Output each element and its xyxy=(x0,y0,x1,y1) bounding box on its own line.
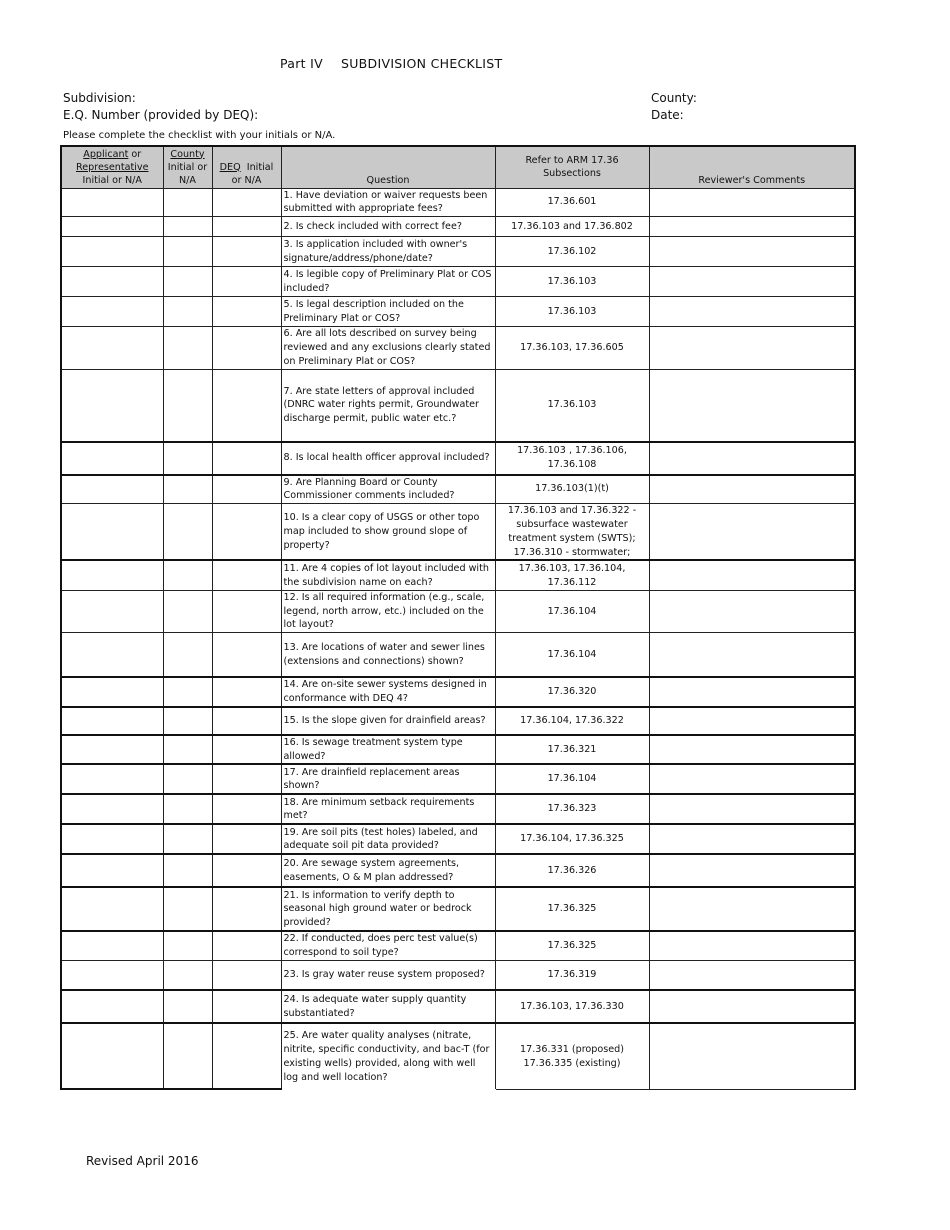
question-cell: 7. Are state letters of approval included (DNRC water rights permit, Groundwater discharge permit, public water etc.? xyxy=(281,370,495,442)
reviewer-comment-cell[interactable] xyxy=(649,237,855,267)
county-initial-cell[interactable] xyxy=(163,475,212,504)
question-cell: 22. If conducted, does perc test value(s) correspond to soil type? xyxy=(281,931,495,960)
table-row xyxy=(61,504,855,561)
county-initial-cell[interactable] xyxy=(163,824,212,854)
applicant-initial-cell[interactable] xyxy=(61,590,163,632)
reference-cell: 17.36.104 xyxy=(495,633,649,677)
deq-initial-cell[interactable] xyxy=(212,590,281,632)
table-row xyxy=(61,887,855,931)
table-row xyxy=(61,794,855,824)
reviewer-comment-cell[interactable] xyxy=(649,633,855,677)
table-row xyxy=(61,735,855,765)
county-initial-cell[interactable] xyxy=(163,267,212,297)
table-row xyxy=(61,475,855,504)
table-row xyxy=(61,764,855,794)
reviewer-comment-cell[interactable] xyxy=(649,990,855,1023)
question-cell: 25. Are water quality analyses (nitrate, nitrite, specific conductivity, and bac-T (for existing wells) provided, along with well log and well location? xyxy=(281,1023,495,1089)
county-initial-cell[interactable] xyxy=(163,560,212,590)
reviewer-comment-cell[interactable] xyxy=(649,370,855,442)
deq-initial-cell[interactable] xyxy=(212,267,281,297)
county-initial-cell[interactable] xyxy=(163,590,212,632)
question-cell: 23. Is gray water reuse system proposed? xyxy=(281,960,495,990)
reviewer-comment-cell[interactable] xyxy=(649,504,855,561)
applicant-initial-cell[interactable] xyxy=(61,327,163,370)
county-initial-cell[interactable] xyxy=(163,327,212,370)
reference-cell: 17.36.331 (proposed) 17.36.335 (existing) xyxy=(495,1023,649,1089)
reference-cell: 17.36.103, 17.36.605 xyxy=(495,327,649,370)
table-row xyxy=(61,297,855,327)
reviewer-comment-cell[interactable] xyxy=(649,764,855,794)
col-comments-header: Reviewer's Comments xyxy=(649,146,855,188)
county-initial-cell[interactable] xyxy=(163,237,212,267)
reviewer-comment-cell[interactable] xyxy=(649,824,855,854)
applicant-initial-cell[interactable] xyxy=(61,764,163,794)
applicant-initial-cell[interactable] xyxy=(61,887,163,931)
question-cell: 19. Are soil pits (test holes) labeled, and adequate soil pit data provided? xyxy=(281,824,495,854)
deq-initial-cell[interactable] xyxy=(212,677,281,707)
reference-cell: 17.36.325 xyxy=(495,887,649,931)
reviewer-comment-cell[interactable] xyxy=(649,475,855,504)
reviewer-comment-cell[interactable] xyxy=(649,677,855,707)
question-cell: 2. Is check included with correct fee? xyxy=(281,217,495,237)
question-cell: 18. Are minimum setback requirements met? xyxy=(281,794,495,824)
county-initial-cell[interactable] xyxy=(163,370,212,442)
deq-initial-cell[interactable] xyxy=(212,824,281,854)
col-deq-header: DEQ Initial or N/A xyxy=(212,146,281,188)
deq-initial-cell[interactable] xyxy=(212,735,281,765)
county-initial-cell[interactable] xyxy=(163,735,212,765)
question-cell: 17. Are drainfield replacement areas shown? xyxy=(281,764,495,794)
reference-cell: 17.36.104 xyxy=(495,590,649,632)
question-cell: 6. Are all lots described on survey being reviewed and any exclusions clearly stated on Preliminary Plat or COS? xyxy=(281,327,495,370)
question-cell: 14. Are on-site sewer systems designed in conformance with DEQ 4? xyxy=(281,677,495,707)
reviewer-comment-cell[interactable] xyxy=(649,297,855,327)
reviewer-comment-cell[interactable] xyxy=(649,887,855,931)
question-cell: 8. Is local health officer approval included? xyxy=(281,442,495,475)
applicant-initial-cell[interactable] xyxy=(61,504,163,561)
table-row xyxy=(61,442,855,475)
question-cell: 15. Is the slope given for drainfield areas? xyxy=(281,707,495,735)
table-row xyxy=(61,854,855,887)
applicant-initial-cell[interactable] xyxy=(61,475,163,504)
applicant-initial-cell[interactable] xyxy=(61,707,163,735)
county-initial-cell[interactable] xyxy=(163,854,212,887)
reference-cell: 17.36.103 and 17.36.322 - subsurface wastewater treatment system (SWTS); 17.36.310 - stormwater; xyxy=(495,504,649,561)
deq-initial-cell[interactable] xyxy=(212,707,281,735)
table-row xyxy=(61,633,855,677)
table-row xyxy=(61,590,855,632)
revised-date: Revised April 2016 xyxy=(86,1154,199,1168)
reviewer-comment-cell[interactable] xyxy=(649,854,855,887)
reviewer-comment-cell[interactable] xyxy=(649,1023,855,1089)
reviewer-comment-cell[interactable] xyxy=(649,960,855,990)
table-row xyxy=(61,560,855,590)
col-applicant-header: Applicant or Representative Initial or N/A xyxy=(61,146,163,188)
reference-cell: 17.36.320 xyxy=(495,677,649,707)
applicant-initial-cell[interactable] xyxy=(61,217,163,237)
reference-cell: 17.36.103(1)(t) xyxy=(495,475,649,504)
question-cell: 4. Is legible copy of Preliminary Plat or COS included? xyxy=(281,267,495,297)
county-initial-cell[interactable] xyxy=(163,217,212,237)
table-row xyxy=(61,188,855,217)
deq-initial-cell[interactable] xyxy=(212,237,281,267)
reviewer-comment-cell[interactable] xyxy=(649,217,855,237)
deq-initial-cell[interactable] xyxy=(212,475,281,504)
applicant-initial-cell[interactable] xyxy=(61,960,163,990)
subdivision-label: Subdivision: xyxy=(63,91,136,105)
part-label: Part IV xyxy=(280,56,323,71)
deq-initial-cell[interactable] xyxy=(212,188,281,217)
eq-number-label: E.Q. Number (provided by DEQ): xyxy=(63,108,259,122)
table-row xyxy=(61,960,855,990)
applicant-initial-cell[interactable] xyxy=(61,735,163,765)
question-cell: 20. Are sewage system agreements, easements, O & M plan addressed? xyxy=(281,854,495,887)
applicant-initial-cell[interactable] xyxy=(61,188,163,217)
checklist-title: SUBDIVISION CHECKLIST xyxy=(341,56,503,71)
county-initial-cell[interactable] xyxy=(163,887,212,931)
county-initial-cell[interactable] xyxy=(163,297,212,327)
deq-initial-cell[interactable] xyxy=(212,887,281,931)
reviewer-comment-cell[interactable] xyxy=(649,442,855,475)
question-cell: 3. Is application included with owner's signature/address/phone/date? xyxy=(281,237,495,267)
applicant-initial-cell[interactable] xyxy=(61,1023,163,1089)
col-county-header: County Initial or N/A xyxy=(163,146,212,188)
deq-initial-cell[interactable] xyxy=(212,327,281,370)
applicant-initial-cell[interactable] xyxy=(61,854,163,887)
reference-cell: 17.36.103 xyxy=(495,370,649,442)
reference-cell: 17.36.103, 17.36.330 xyxy=(495,990,649,1023)
reference-cell: 17.36.102 xyxy=(495,237,649,267)
deq-initial-cell[interactable] xyxy=(212,217,281,237)
deq-initial-cell[interactable] xyxy=(212,633,281,677)
deq-initial-cell[interactable] xyxy=(212,990,281,1023)
reference-cell: 17.36.103 xyxy=(495,267,649,297)
county-initial-cell[interactable] xyxy=(163,931,212,960)
question-cell: 10. Is a clear copy of USGS or other topo map included to show ground slope of property? xyxy=(281,504,495,561)
question-cell: 9. Are Planning Board or County Commissioner comments included? xyxy=(281,475,495,504)
county-initial-cell[interactable] xyxy=(163,764,212,794)
reviewer-comment-cell[interactable] xyxy=(649,188,855,217)
table-row xyxy=(61,1023,855,1089)
county-initial-cell[interactable] xyxy=(163,188,212,217)
deq-initial-cell[interactable] xyxy=(212,504,281,561)
county-initial-cell[interactable] xyxy=(163,1023,212,1089)
county-initial-cell[interactable] xyxy=(163,990,212,1023)
deq-initial-cell[interactable] xyxy=(212,560,281,590)
applicant-initial-cell[interactable] xyxy=(61,794,163,824)
applicant-initial-cell[interactable] xyxy=(61,267,163,297)
applicant-initial-cell[interactable] xyxy=(61,237,163,267)
county-initial-cell[interactable] xyxy=(163,677,212,707)
reviewer-comment-cell[interactable] xyxy=(649,560,855,590)
deq-initial-cell[interactable] xyxy=(212,960,281,990)
table-row xyxy=(61,237,855,267)
table-row xyxy=(61,990,855,1023)
date-label: Date: xyxy=(651,108,684,122)
table-row xyxy=(61,370,855,442)
reviewer-comment-cell[interactable] xyxy=(649,931,855,960)
reference-cell: 17.36.325 xyxy=(495,931,649,960)
reviewer-comment-cell[interactable] xyxy=(649,267,855,297)
col-question-header: Question xyxy=(281,146,495,188)
deq-initial-cell[interactable] xyxy=(212,1023,281,1089)
applicant-initial-cell[interactable] xyxy=(61,633,163,677)
question-cell: 24. Is adequate water supply quantity substantiated? xyxy=(281,990,495,1023)
instructions: Please complete the checklist with your initials or N/A. xyxy=(63,130,336,141)
table-row xyxy=(61,931,855,960)
table-row xyxy=(61,677,855,707)
reference-cell: 17.36.103 xyxy=(495,297,649,327)
col-reference-header: Refer to ARM 17.36 Subsections xyxy=(495,146,649,188)
reviewer-comment-cell[interactable] xyxy=(649,707,855,735)
reference-cell: 17.36.601 xyxy=(495,188,649,217)
county-initial-cell[interactable] xyxy=(163,960,212,990)
county-initial-cell[interactable] xyxy=(163,442,212,475)
deq-initial-cell[interactable] xyxy=(212,794,281,824)
deq-initial-cell[interactable] xyxy=(212,370,281,442)
question-cell: 13. Are locations of water and sewer lines (extensions and connections) shown? xyxy=(281,633,495,677)
table-row xyxy=(61,824,855,854)
applicant-initial-cell[interactable] xyxy=(61,677,163,707)
reviewer-comment-cell[interactable] xyxy=(649,590,855,632)
question-cell: 12. Is all required information (e.g., scale, legend, north arrow, etc.) included on the lot layout? xyxy=(281,590,495,632)
deq-initial-cell[interactable] xyxy=(212,931,281,960)
question-cell: 11. Are 4 copies of lot layout included with the subdivision name on each? xyxy=(281,560,495,590)
checklist-table xyxy=(60,145,856,1090)
county-initial-cell[interactable] xyxy=(163,633,212,677)
reference-cell: 17.36.319 xyxy=(495,960,649,990)
reviewer-comment-cell[interactable] xyxy=(649,735,855,765)
reference-cell: 17.36.326 xyxy=(495,854,649,887)
page-title xyxy=(280,56,502,71)
deq-initial-cell[interactable] xyxy=(212,764,281,794)
reference-cell: 17.36.104, 17.36.322 xyxy=(495,707,649,735)
applicant-initial-cell[interactable] xyxy=(61,931,163,960)
question-cell: 1. Have deviation or waiver requests been submitted with appropriate fees? xyxy=(281,188,495,217)
reviewer-comment-cell[interactable] xyxy=(649,794,855,824)
reference-cell: 17.36.104, 17.36.325 xyxy=(495,824,649,854)
deq-initial-cell[interactable] xyxy=(212,297,281,327)
reference-cell: 17.36.321 xyxy=(495,735,649,765)
question-cell: 16. Is sewage treatment system type allowed? xyxy=(281,735,495,765)
county-label: County: xyxy=(651,91,697,105)
reference-cell: 17.36.104 xyxy=(495,764,649,794)
applicant-initial-cell[interactable] xyxy=(61,370,163,442)
reference-cell: 17.36.103 and 17.36.802 xyxy=(495,217,649,237)
question-cell: 21. Is information to verify depth to seasonal high ground water or bedrock provided? xyxy=(281,887,495,931)
table-row xyxy=(61,267,855,297)
applicant-initial-cell[interactable] xyxy=(61,442,163,475)
reference-cell: 17.36.103, 17.36.104, 17.36.112 xyxy=(495,560,649,590)
applicant-initial-cell[interactable] xyxy=(61,990,163,1023)
county-initial-cell[interactable] xyxy=(163,504,212,561)
deq-initial-cell[interactable] xyxy=(212,854,281,887)
table-row xyxy=(61,707,855,735)
reference-cell: 17.36.323 xyxy=(495,794,649,824)
applicant-initial-cell[interactable] xyxy=(61,297,163,327)
table-row xyxy=(61,217,855,237)
applicant-initial-cell[interactable] xyxy=(61,824,163,854)
county-initial-cell[interactable] xyxy=(163,794,212,824)
table-row xyxy=(61,327,855,370)
applicant-initial-cell[interactable] xyxy=(61,560,163,590)
deq-initial-cell[interactable] xyxy=(212,442,281,475)
reviewer-comment-cell[interactable] xyxy=(649,327,855,370)
reference-cell: 17.36.103 , 17.36.106, 17.36.108 xyxy=(495,442,649,475)
county-initial-cell[interactable] xyxy=(163,707,212,735)
question-cell: 5. Is legal description included on the Preliminary Plat or COS? xyxy=(281,297,495,327)
